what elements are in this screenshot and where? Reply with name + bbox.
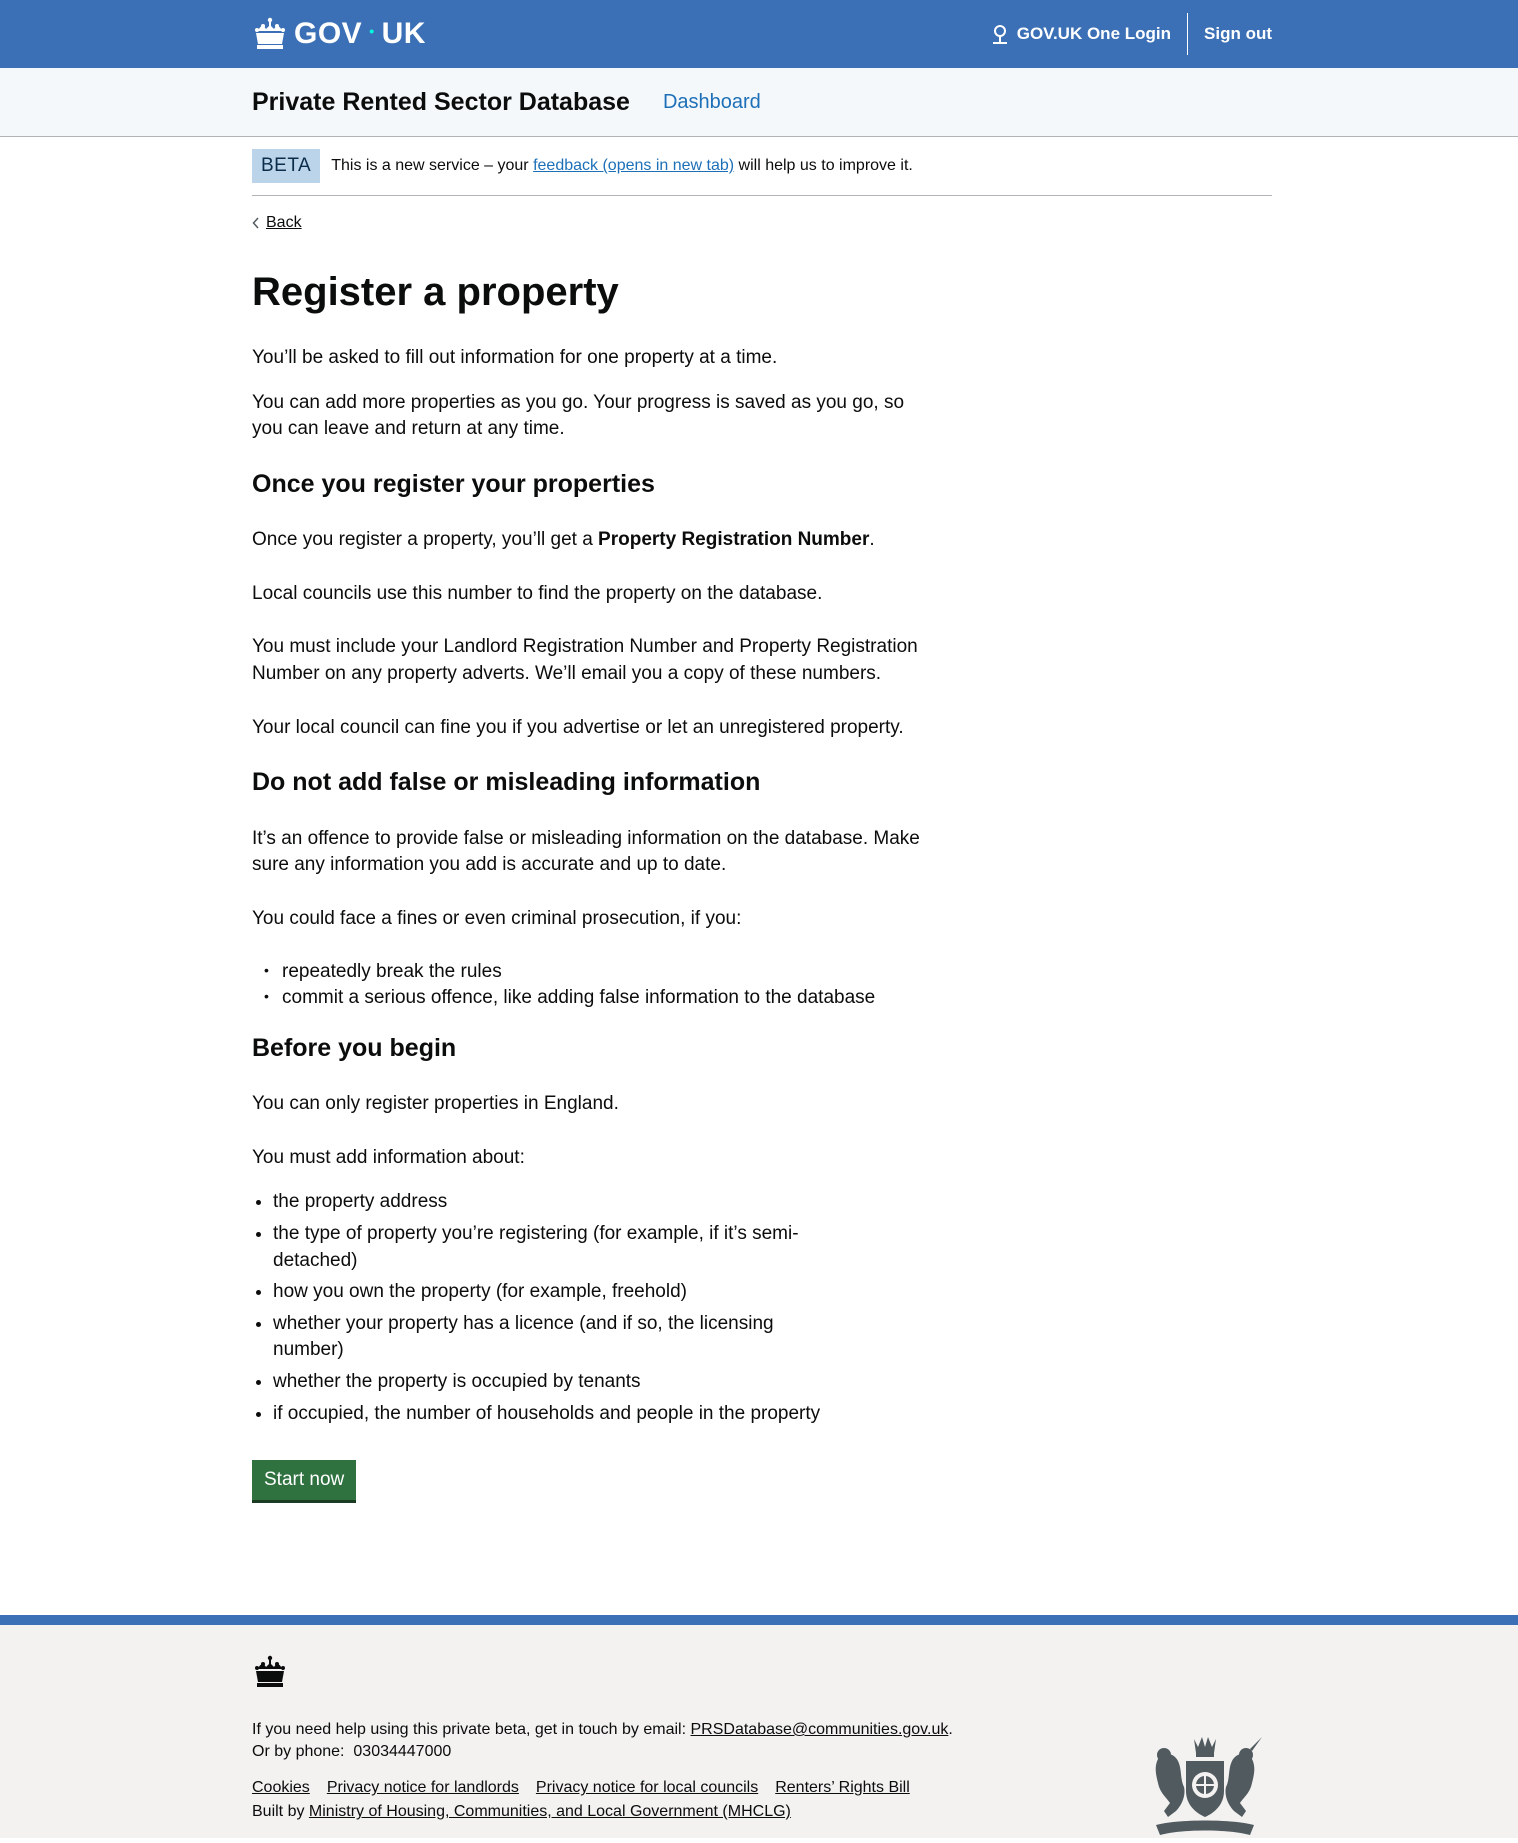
list-item: • how you own the property (for example, freehold) [273,1279,822,1306]
list-item: • repeatedly break the rules [264,959,932,986]
footer-link-renters-rights-bill[interactable]: Renters’ Rights Bill [775,1779,910,1797]
phase-text-after: will help us to improve it. [734,157,913,174]
footer-help-text: If you need help using this private beta, get in touch by email: [252,1721,691,1738]
footer-link-privacy-councils[interactable]: Privacy notice for local councils [535,1779,759,1797]
built-by-prefix: Built by [252,1803,309,1821]
crown-icon [252,17,288,51]
list-item: • if occupied, the number of households and people in the property [273,1401,822,1428]
footer [0,1615,1518,1838]
list-item: • whether your property has a licence (and if so, the licensing number) [273,1311,822,1364]
footer-link-cookies[interactable]: Cookies [252,1779,310,1797]
feedback-link[interactable]: feedback (opens in new tab) [533,157,735,174]
header-nav [991,13,1272,55]
list-item: • the type of property you’re registering (for example, if it’s semi-detached) [273,1221,822,1274]
logo-text-gov: GOV [294,17,363,50]
beta-tag: BETA [252,149,320,183]
footer-help [252,1719,1272,1762]
footer-email-link[interactable]: PRSDatabase@communities.gov.uk [690,1721,949,1738]
back-link-container [252,214,1272,232]
dashboard-link[interactable]: Dashboard [662,90,761,113]
footer-link-privacy-landlords[interactable]: Privacy notice for landlords [326,1779,519,1797]
sign-out-link[interactable]: Sign out [1204,24,1272,43]
start-now-button[interactable]: Start now [252,1460,356,1500]
list-item: • the property address [273,1189,822,1216]
once-paragraph-2: Local councils use this number to find the property on the database. [252,582,823,604]
govuk-logo[interactable] [252,17,426,51]
list-item: • whether the property is occupied by tenants [273,1369,822,1396]
false-paragraph-1: It’s an offence to provide false or misleading information on the database. Make sure any information you add is accurate and up to date. [252,827,920,876]
phase-banner-text [331,157,913,175]
chevron-left-icon [252,217,260,229]
heading-before-begin: Before you begin [252,1033,457,1062]
main-content [252,269,932,1500]
one-login-link[interactable] [991,13,1188,55]
once-paragraph-3: You must include your Landlord Registration Number and Property Registration Number on any property adverts. We’ll email you a copy of these numbers. [252,636,918,685]
begin-info-list [252,1189,822,1427]
main-wrapper [252,137,1272,1500]
page-title: Register a property [252,270,619,314]
footer-built-by [252,1803,1272,1821]
false-info-list [252,959,932,1012]
once-p1-bold: Property Registration Number [598,529,870,551]
phase-banner [252,137,1272,196]
footer-email-line [252,1719,1272,1741]
service-name[interactable]: Private Rented Sector Database [252,87,630,116]
footer-phone: Or by phone: 03034447000 [252,1742,452,1760]
back-link[interactable]: Back [266,214,302,231]
user-icon [991,24,1009,44]
crown-icon [252,1655,288,1689]
one-login-label: GOV.UK One Login [1016,24,1172,43]
begin-paragraph-2: You must add information about: [252,1146,525,1168]
logo-dot: • [369,23,375,39]
service-navigation [0,68,1518,137]
false-paragraph-2: You could face a fines or even criminal prosecution, if you: [252,907,742,929]
govuk-header [0,0,1518,68]
mhclg-link[interactable]: Ministry of Housing, Communities, and Local Government (MHCLG) [308,1803,791,1821]
intro-paragraph-1: You’ll be asked to fill out information for one property at a time. [252,347,778,368]
royal-coat-of-arms-icon [1138,1733,1272,1843]
footer-email-after: . [948,1721,953,1738]
list-item: • commit a serious offence, like adding false information to the database [264,985,932,1012]
heading-false-info: Do not add false or misleading information [252,768,761,797]
once-paragraph-4: Your local council can fine you if you advertise or let an unregistered property. [252,716,904,738]
logo-text-uk: UK [381,17,426,50]
once-p1-before: Once you register a property, you’ll get a [252,529,599,551]
once-p1-after: . [869,529,875,551]
once-paragraph-1 [252,527,932,554]
footer-links [252,1779,1272,1797]
begin-paragraph-1: You can only register properties in England. [252,1093,619,1115]
intro-paragraph-2: You can add more properties as you go. Your progress is saved as you go, so you can leave and return at any time. [252,391,905,440]
phase-text-before: This is a new service – your [331,157,534,174]
heading-once-registered: Once you register your properties [252,469,655,498]
